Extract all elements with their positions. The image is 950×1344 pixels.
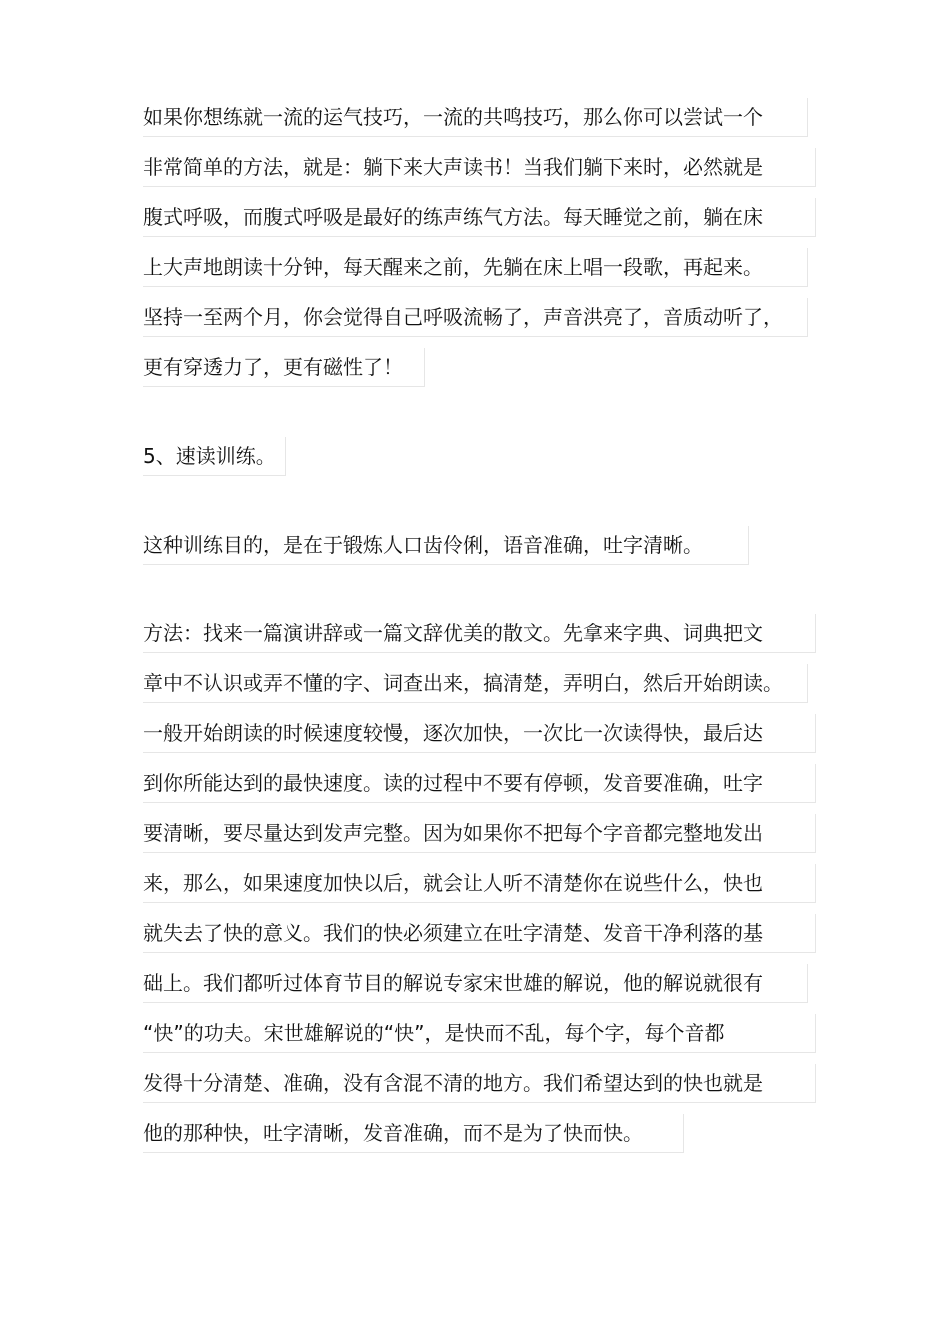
- paragraph-4-line-7: 就失去了快的意义。我们的快必须建立在吐字清楚、发音干净利落的基: [143, 914, 816, 953]
- paragraph-1-line-5: 坚持一至两个月，你会觉得自己呼吸流畅了，声音洪亮了，音质动听了，: [143, 298, 808, 337]
- paragraph-1-line-3: 腹式呼吸，而腹式呼吸是最好的练声练气方法。每天睡觉之前，躺在床: [143, 198, 816, 237]
- paragraph-4-line-4: 到你所能达到的最快速度。读的过程中不要有停顿，发音要准确，吐字: [143, 764, 816, 803]
- paragraph-3-line-1: 这种训练目的，是在于锻炼人口齿伶俐，语音准确，吐字清晰。: [143, 526, 749, 565]
- paragraph-1-line-1: 如果你想练就一流的运气技巧，一流的共鸣技巧，那么你可以尝试一个: [143, 98, 808, 137]
- paragraph-4-line-8: 础上。我们都听过体育节目的解说专家宋世雄的解说，他的解说就很有: [143, 964, 808, 1003]
- section-heading: 5、速读训练。: [143, 437, 286, 476]
- paragraph-4-line-9: “快”的功夫。宋世雄解说的“快”，是快而不乱，每个字，每个音都: [143, 1014, 816, 1053]
- paragraph-1-line-2: 非常简单的方法，就是：躺下来大声读书！当我们躺下来时，必然就是: [143, 148, 816, 187]
- paragraph-4-line-5: 要清晰，要尽量达到发声完整。因为如果你不把每个字音都完整地发出: [143, 814, 816, 853]
- paragraph-1-line-6: 更有穿透力了，更有磁性了！: [143, 348, 425, 387]
- paragraph-4-line-6: 来，那么，如果速度加快以后，就会让人听不清楚你在说些什么，快也: [143, 864, 816, 903]
- paragraph-4-line-10: 发得十分清楚、准确，没有含混不清的地方。我们希望达到的快也就是: [143, 1064, 816, 1103]
- paragraph-4-line-3: 一般开始朗读的时候速度较慢，逐次加快，一次比一次读得快，最后达: [143, 714, 816, 753]
- paragraph-4-line-2: 章中不认识或弄不懂的字、词查出来，搞清楚，弄明白，然后开始朗读。: [143, 664, 808, 703]
- paragraph-1-line-4: 上大声地朗读十分钟，每天醒来之前，先躺在床上唱一段歌，再起来。: [143, 248, 808, 287]
- paragraph-4-line-11: 他的那种快，吐字清晰，发音准确，而不是为了快而快。: [143, 1114, 684, 1153]
- paragraph-4-line-1: 方法：找来一篇演讲辞或一篇文辞优美的散文。先拿来字典、词典把文: [143, 614, 816, 653]
